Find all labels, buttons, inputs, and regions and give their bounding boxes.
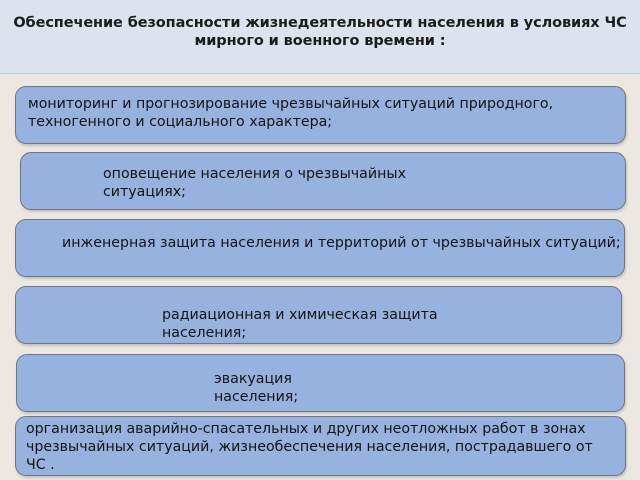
slide-header <box>0 0 640 74</box>
item-text-rescue-operations: организация аварийно-спасательных и других неотложных работ в зонах чрезвычайных ситуаций, жизнеобеспечения населения, пострадавшего от ЧС . <box>26 421 593 473</box>
item-box-evacuation <box>16 354 625 412</box>
item-text-engineering-protection: инженерная защита населения и территорий от чрезвычайных ситуаций; <box>62 235 621 251</box>
item-text-radiation-chemical-protection: радиационная и химическая защита населения; <box>162 307 438 341</box>
item-box-radiation-chemical-protection <box>15 286 622 344</box>
item-text-warning: оповещение населения о чрезвычайных ситуациях; <box>103 166 406 200</box>
item-text-evacuation: эвакуация населения; <box>214 371 299 405</box>
item-box-engineering-protection <box>15 219 625 277</box>
item-box-warning <box>20 152 626 210</box>
slide-title: Обеспечение безопасности жизнедеятельности населения в условиях ЧС мирного и военного времени : <box>13 15 627 49</box>
item-box-monitoring <box>15 86 626 144</box>
item-text-monitoring: мониторинг и прогнозирование чрезвычайных ситуаций природного, техногенного и социального характера; <box>28 96 554 130</box>
item-box-rescue-operations <box>15 416 626 476</box>
